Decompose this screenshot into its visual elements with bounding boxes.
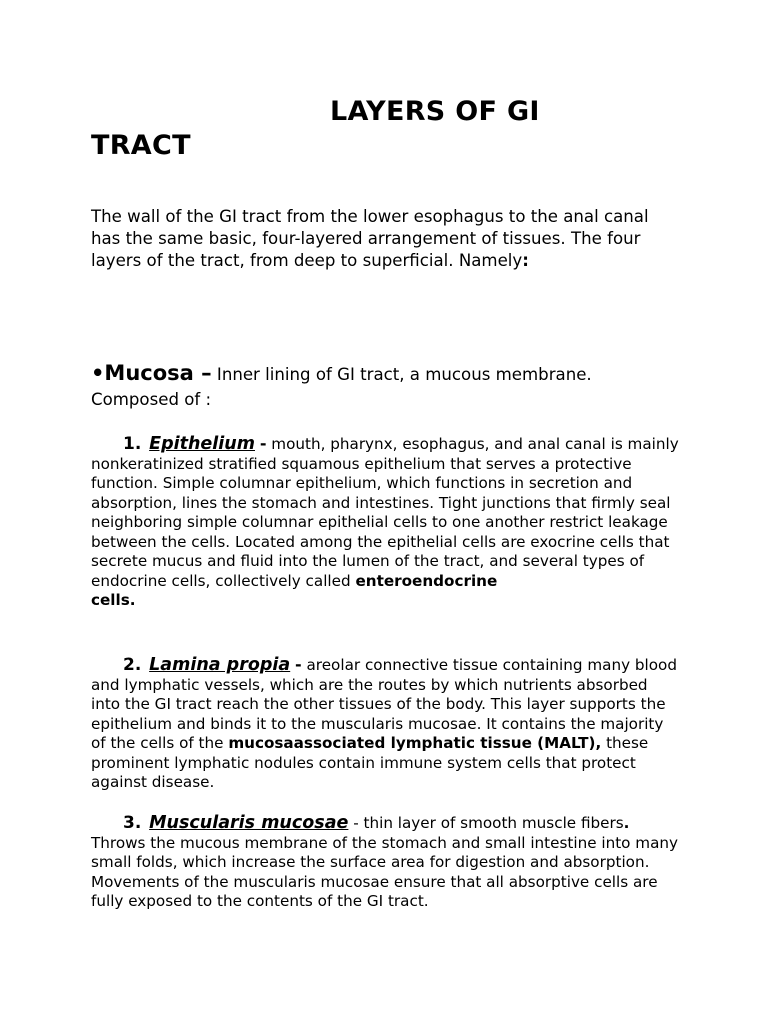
composed-of-label: Composed of : (91, 390, 212, 409)
list-item-term: Epithelium (149, 434, 255, 454)
list-item-text: mouth, pharynx, esophagus, and anal canal is mainly nonkeratinized stratified squamous epithelium that serves a protective function. Simple columnar epithelium, which functions in secretion and absorption, lines the stomach and intestines. Tight junctions that firmly seal neighboring simple columnar epithelial cells to one another restrict leakage between the cells. Located among the epithelial cells are exocrine cells that secrete mucus and fluid into the lumen of the tract, and several types of endocrine cells, collectively called (91, 435, 679, 590)
list-item-bold-term-end: cells. (91, 591, 136, 609)
list-item-number: 1. (123, 434, 142, 454)
list-item-dash: - (259, 434, 267, 453)
list-item-term: Muscularis mucosae (149, 813, 349, 833)
list-item-text-after: Throws the mucous membrane of the stomach and small intestine into many small folds, which increase the surface area for digestion and absorption. Movements of the muscularis mucosae ensure that all absorptive cells are fully exposed to the contents of the GI tract. (91, 833, 678, 910)
list-item-bold-term: mucosaassociated lymphatic tissue (MALT), (228, 734, 602, 752)
list-item-text-after: these prominent lymphatic nodules contain immune system cells that protect against disease. (91, 734, 649, 791)
intro-paragraph (91, 206, 681, 272)
list-item-bold-term: enteroendocrine (355, 571, 498, 590)
list-item-term: Lamina propia (149, 655, 291, 675)
mucosa-description: Inner lining of GI tract, a mucous membrane. (216, 365, 592, 384)
list-item-epithelium (91, 434, 681, 611)
list-item-dash: - (295, 655, 302, 674)
mucosa-heading (91, 360, 691, 388)
list-item-period: . (623, 814, 630, 832)
list-item-lamina-propia (91, 655, 681, 793)
intro-colon: : (522, 251, 529, 270)
list-item-text: areolar connective tissue containing many blood and lymphatic vessels, which are the routes by which nutrients absorbed into the GI tract reach the other tissues of the body. This layer supports the epithelium and binds it to the muscularis mucosae. It contains the majority of the cells of the (91, 656, 677, 752)
intro-text: The wall of the GI tract from the lower esophagus to the anal canal has the same basic, four-layered arrangement of tissues. The four layers of the tract, from deep to superficial. Namely (91, 207, 649, 270)
list-item-text: thin layer of smooth muscle fibers (363, 814, 624, 832)
list-item-dash: - (353, 814, 359, 832)
list-item-number: 2. (123, 655, 142, 675)
page-title-line-1: LAYERS OF GI (330, 96, 540, 127)
list-item-number: 3. (123, 813, 142, 833)
mucosa-term: •Mucosa – (91, 361, 212, 385)
page-title-line-2: TRACT (91, 130, 191, 161)
list-item-muscularis-mucosae (91, 814, 681, 912)
